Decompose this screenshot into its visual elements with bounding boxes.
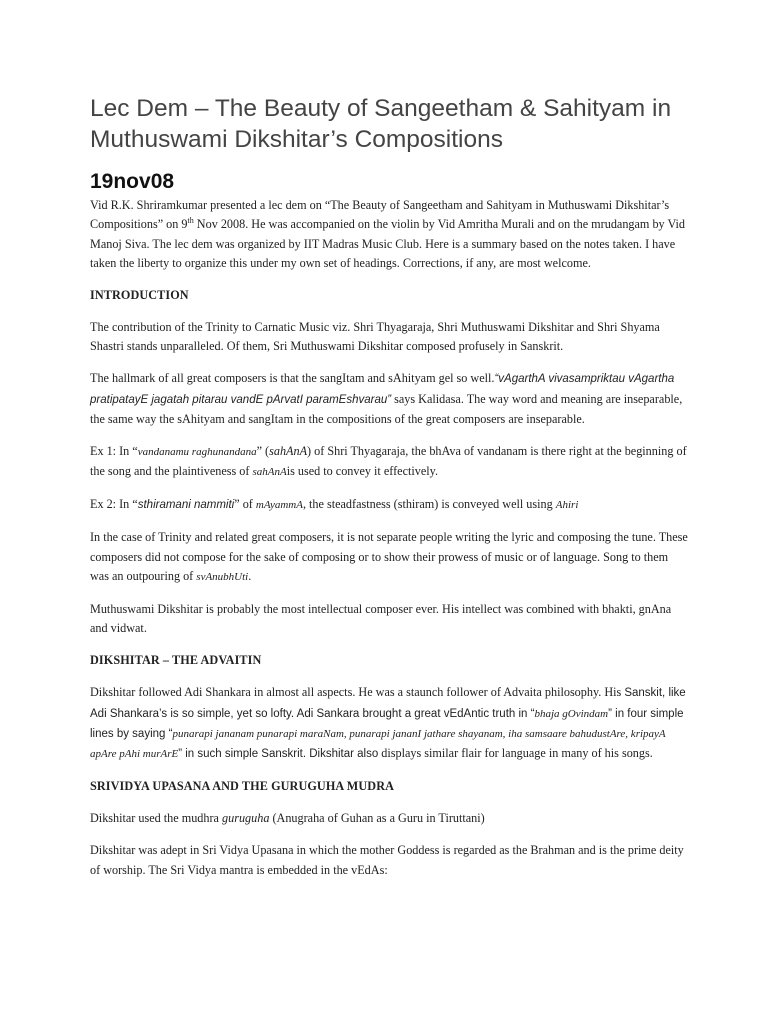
trinity2-text-b: .	[248, 569, 252, 584]
heading-advaitin: DIKSHITAR – THE ADVAITIN	[90, 653, 262, 668]
heading-introduction: INTRODUCTION	[90, 288, 189, 303]
page-title: Lec Dem – The Beauty of Sangeetham & Sahityam in Muthuswami Dikshitar’s Compositions	[90, 95, 672, 153]
ex2-song: sthiramani nammiti	[137, 499, 235, 512]
hallmark-text-b: says Kalidasa. The way word and meaning are inseparable, the same way the sAhityam and sangItam in the compositions of the great composers are inseparable.	[90, 391, 683, 427]
ex2-text-b: ” of	[234, 497, 256, 512]
ex1-song: vandanamu raghunandana	[137, 446, 257, 459]
bhaja-govindam-term: bhaja gOvindam	[534, 707, 609, 720]
intro-sup: th	[187, 216, 194, 226]
ex2-raga: Ahiri	[555, 499, 579, 512]
intro-paragraph	[90, 196, 690, 274]
mudhra-text-a: Dikshitar used the mudhra	[90, 811, 223, 826]
intellect-paragraph: Muthuswami Dikshitar is probably the most intellectual composer ever. His intellect was combined with bhakti, gnAna and vidwat.	[90, 602, 672, 636]
advaitin-text-b: Sanskit, like Adi Shankara’s is so simple, yet so lofty. Adi Sankara brought a great vEdAntic truth in “	[90, 687, 686, 720]
intro-text-b: Nov 2008. He was accompanied on the violin by Vid Amritha Murali and on the mrudangam by Vid Manoj Siva. The lec dem was organized by IIT Madras Music Club. Here is a summary based on the notes taken. I have taken the liberty to organize this under my own set of headings. Corrections, if any, are most welcome.	[90, 217, 686, 271]
mudhra-paragraph	[90, 809, 690, 828]
punarapi-verse: punarapi jananam punarapi maraNam, punarapi jananI jathare shayanam, iha samsaare bahudustAre, kripayA apAre pAhi murArE	[90, 728, 666, 761]
ex1-text-a: Ex 1: In “	[90, 444, 138, 459]
article-body	[90, 196, 690, 892]
post-date: 19nov08	[90, 170, 175, 193]
kalidasa-quote: “vAgarthA vivasampriktau vAgartha pratipatayE jagatah pitarau vandE pArvatI paramEshvarau”	[90, 373, 675, 406]
ex1-text-c: ) of Shri Thyagaraja, the bhAva of vandanam is there right at the beginning of the song and the plaintiveness of	[90, 444, 687, 479]
ex1-text-d: is used to convey it effectively.	[286, 464, 438, 479]
example-2-paragraph	[90, 495, 690, 515]
advaitin-text-e: displays similar flair for language in many of his songs.	[378, 746, 653, 761]
mudhra-text-b: (Anugraha of Guhan as a Guru in Tiruttani)	[269, 811, 485, 826]
ex1-text-b: ” (	[256, 444, 270, 459]
advaitin-text-a: Dikshitar followed Adi Shankara in almost all aspects. He was a staunch follower of Advaita philosophy. His	[90, 685, 625, 700]
ex2-text-c: , the steadfastness (sthiram) is conveyed well using	[302, 497, 556, 512]
ex1-raga-2: sahAnA	[252, 466, 287, 479]
example-1-paragraph	[90, 442, 690, 483]
trinity2-text-a: In the case of Trinity and related great composers, it is not separate people writing the lyric and composing the tune. These composers did not compose for the sake of composing or to show their prowess of music or of language. Song to them was an outpouring of	[90, 530, 688, 584]
ex1-raga: sahAnA	[269, 444, 308, 459]
advaitin-text-d: ” in such simple Sanskrit. Dikshitar also	[178, 748, 379, 761]
trinity-paragraph: The contribution of the Trinity to Carnatic Music viz. Shri Thyagaraja, Shri Muthuswami Dikshitar and Shri Shyama Shastri stands unparalleled. Of them, Sri Muthuswami Dikshitar composed profusely in Sanskrit.	[90, 320, 660, 354]
ex2-text-a: Ex 2: In “	[90, 497, 138, 512]
heading-srividya: SRIVIDYA UPASANA AND THE GURUGUHA MUDRA	[90, 779, 394, 794]
svanubhuti-term: svAnubhUti	[196, 571, 249, 584]
ex2-song-2: mAyammA	[255, 499, 303, 512]
advaitin-paragraph	[90, 683, 690, 765]
hallmark-text-a: The hallmark of all great composers is that the sangItam and sAhityam gel so well.	[90, 371, 495, 386]
guruguha-term: guruguha	[222, 811, 270, 826]
advaitin-text-c: ” in four simple lines by saying “	[90, 707, 684, 741]
hallmark-paragraph	[90, 369, 690, 429]
trinity-composers-paragraph	[90, 528, 690, 587]
intro-text-a: Vid R.K. Shriramkumar presented a lec dem on “The Beauty of Sangeetham and Sahityam in Muthuswami Dikshitar’s Compositions” on 9	[90, 198, 670, 232]
srividya-paragraph: Dikshitar was adept in Sri Vidya Upasana in which the mother Goddess is regarded as the Brahman and is the prime deity of worship. The Sri Vidya mantra is embedded in the vEdAs:	[90, 843, 684, 877]
